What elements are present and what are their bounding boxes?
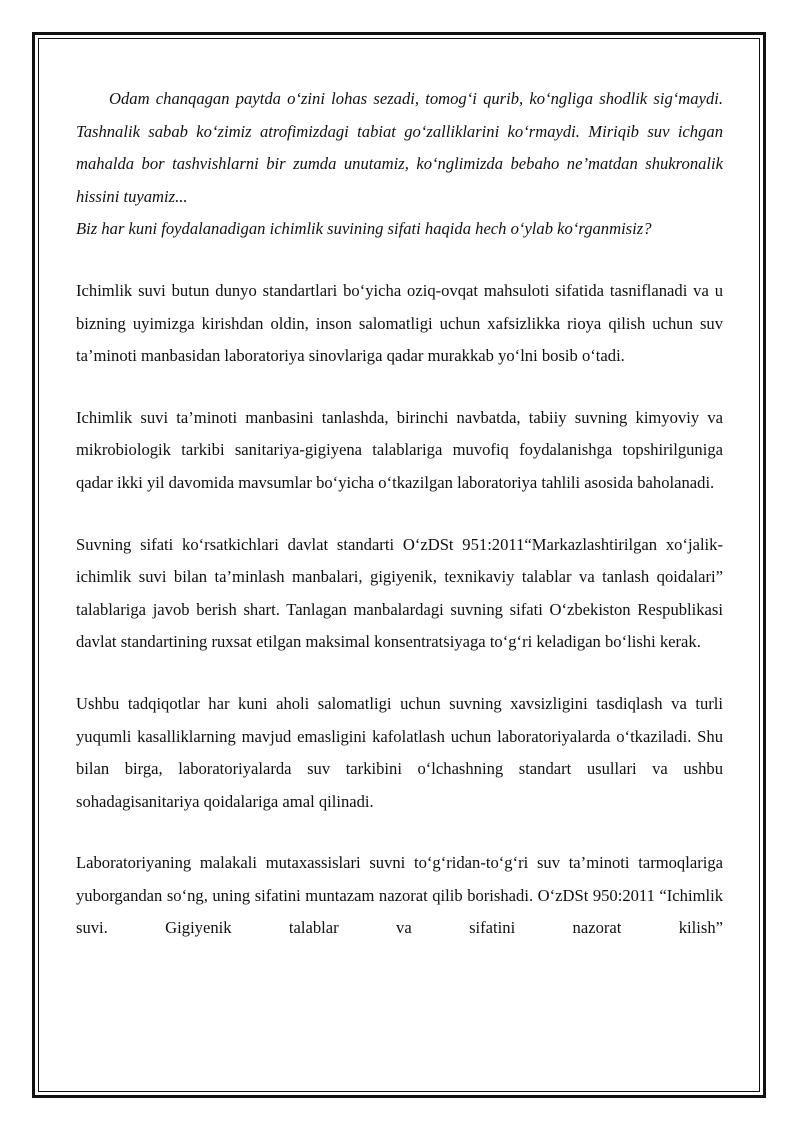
body-paragraph-1: Ichimlik suvi butun dunyo standartlari bo‘yicha oziq-ovqat mahsuloti sifatida tasniflanadi va u bizning uyimizga kirishdan oldin, inson salomatligi uchun xafsizlikka rioya qilish uchun suv ta’minoti manbasidan laboratoriya sinovlariga qadar murakkab yo‘lni bosib o‘tadi. [76, 280, 723, 366]
intro-question: Biz har kuni foydalanadigan ichimlik suvining sifati haqida hech o‘ylab ko‘rganmisiz? [76, 219, 652, 239]
intro-paragraph: Odam chanqagan paytda o‘zini lohas sezadi, tomog‘i qurib, ko‘ngliga shodlik sig‘maydi. Tashnalik sabab ko‘zimiz atrofimizdagi tabiat go‘zalliklarini ko‘rmaydi. Miriqib suv ichgan mahalda bor tashvishlarni bir zumda unutamiz, ko‘nglimizda bebaho ne’matdan shukronalik hissini tuyamiz... [76, 89, 723, 206]
body-paragraph-4: Ushbu tadqiqotlar har kuni aholi salomatligi uchun suvning xavsizligini tasdiqlash va turli yuqumli kasalliklarning mavjud emasligini kafolatlash uchun laboratoriyalarda o‘tkaziladi. Shu bilan birga, laboratoriyalarda suv tarkibini o‘lchashning standart usullari va ushbu sohadagisanitariya qoidalariga amal qilinadi. [76, 693, 723, 811]
document-body [76, 83, 723, 945]
body-paragraph-3: Suvning sifati ko‘rsatkichlari davlat standarti O‘zDSt 951:2011“Markazlashtirilgan xo‘jalik-ichimlik suvi bilan ta’minlash manbalari, gigiyenik, texnikaviy talablar va tanlash qoidalari” talablariga javob berish shart. Tanlagan manbalardagi suvning sifati O‘zbekiston Respublikasi davlat standartining ruxsat etilgan maksimal konsentratsiyaga to‘g‘ri keladigan bo‘lishi kerak. [76, 534, 723, 652]
body-paragraph-2: Ichimlik suvi ta’minoti manbasini tanlashda, birinchi navbatda, tabiiy suvning kimyoviy va mikrobiologik tarkibi sanitariya-gigiyena talablariga muvofiq foydalanishga topshirilguniga qadar ikki yil davomida mavsumlar bo‘yicha o‘tkazilgan laboratoriya tahlili asosida baholanadi. [76, 407, 723, 492]
body-paragraph-5: Laboratoriyaning malakali mutaxassislari suvni to‘g‘ridan-to‘g‘ri suv ta’minoti tarmoqlariga yuborgandan so‘ng, uning sifatini muntazam nazorat qilib borishadi. O‘zDSt 950:2011 “Ichimlik suvi. Gigiyenik talablar va sifatini nazorat kilish” [76, 853, 723, 938]
